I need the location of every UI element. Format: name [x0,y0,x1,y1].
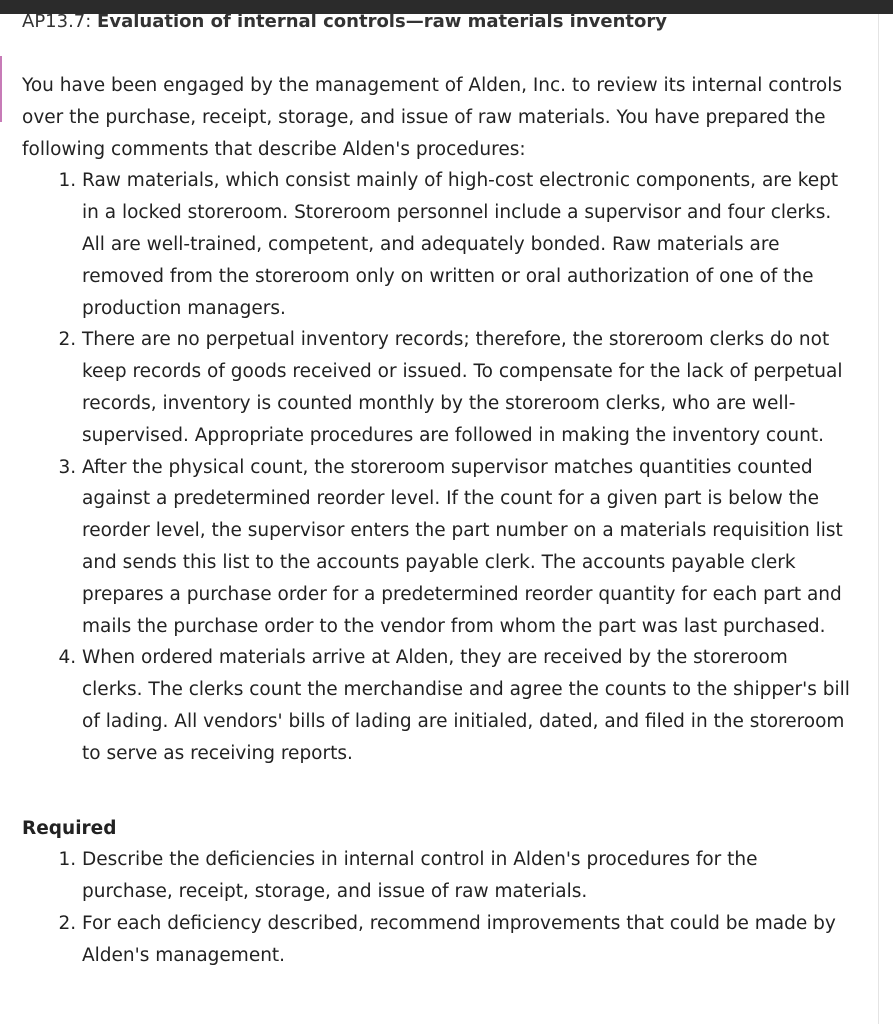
problem-id: AP13.7: [22,11,98,32]
comment-item: 4. When ordered materials arrive at Alden, they are received by the storeroom clerks. The clerks count the merchandise and agree the counts to the shipper's bill of lading. All vendors' bills of lading are initialed, dated, and filed in the storeroom to serve as receiving reports. [82,642,852,769]
left-accent-bar [0,56,2,122]
comment-item: 1. Raw materials, which consist mainly of high-cost electronic components, are kept in a locked storeroom. Storeroom personnel include a supervisor and four clerks. All are well-trained, competent, and adequately bonded. Raw materials are removed from the storeroom only on written or oral authorization of one of the production managers. [82,165,852,324]
intro-paragraph: You have been engaged by the management of Alden, Inc. to review its internal controls over the purchase, receipt, storage, and issue of raw materials. You have prepared the following comments that describe Alden's procedures: [22,75,842,160]
comment-item: 3. After the physical count, the storeroom supervisor matches quantities counted against a predetermined reorder level. If the count for a given part is below the reorder level, the supervisor enters the part number on a materials requisition list and sends this list to the accounts payable clerk. The accounts payable clerk prepares a purchase order for a predetermined reorder quantity for each part and mails the purchase order to the vendor from whom the part was last purchased. [82,452,852,643]
required-item: 1. Describe the deficiencies in internal control in Alden's procedures for the purchase, receipt, storage, and issue of raw materials. [82,844,852,908]
required-item: 2. For each deficiency described, recommend improvements that could be made by Alden's management. [82,908,852,972]
problem-title [22,9,667,35]
required-heading: Required [22,817,117,839]
comments-list [22,165,852,769]
page-edge [878,14,879,1024]
problem-name: Evaluation of internal controls—raw materials inventory [97,11,667,32]
problem-body [22,70,852,972]
section-spacer [22,770,852,813]
required-list [22,844,852,971]
comment-item: 2. There are no perpetual inventory records; therefore, the storeroom clerks do not keep records of goods received or issued. To compensate for the lack of perpetual records, inventory is counted monthly by the storeroom clerks, who are well-supervised. Appropriate procedures are followed in making the inventory count. [82,324,852,451]
